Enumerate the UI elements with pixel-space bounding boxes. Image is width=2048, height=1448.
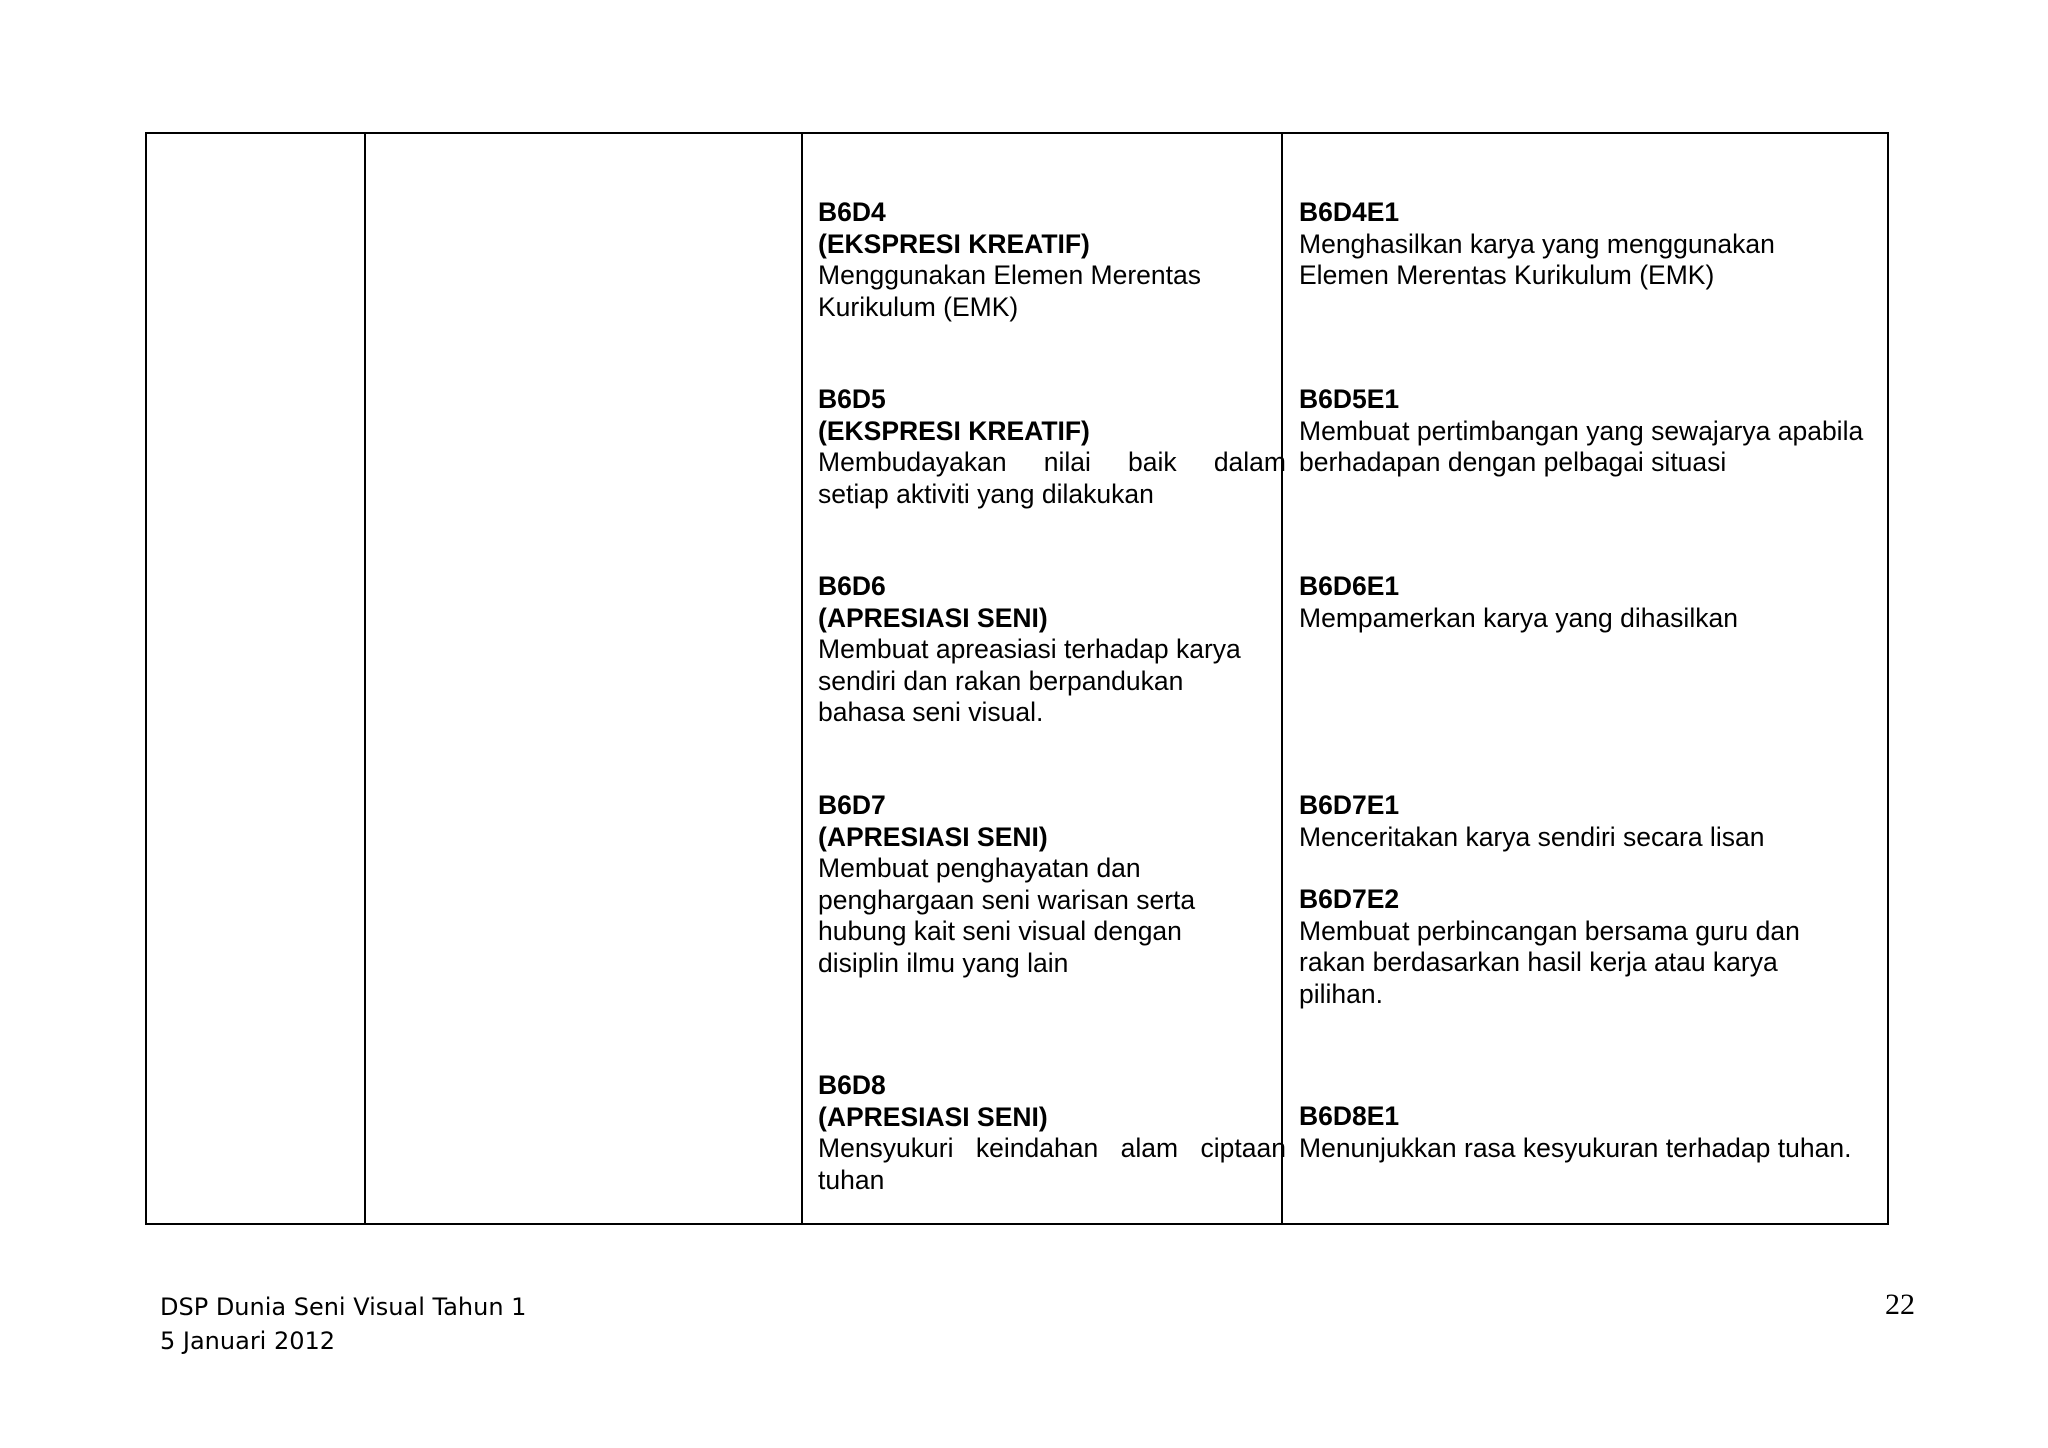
e-item-b6d7e2 (1299, 884, 1879, 1010)
d-item-line: Menggunakan Elemen Merentas (818, 260, 1202, 290)
d-item-b6d6 (818, 571, 1286, 729)
e-item-line: Mempamerkan karya yang dihasilkan (1299, 602, 1738, 633)
d-item-b6d7 (818, 790, 1286, 979)
d-item-line: hubung kait seni visual dengan (818, 916, 1182, 946)
d-item-code: B6D7 (818, 790, 886, 820)
d-item-code: B6D4 (818, 197, 886, 227)
e-item-line: pilihan. (1299, 978, 1383, 1009)
e-item-line: berhadapan dengan pelbagai situasi (1299, 447, 1727, 477)
d-item-line: Mensyukuri keindahan alam ciptaan (818, 1133, 1286, 1163)
e-item-code: B6D7E1 (1299, 790, 1400, 820)
d-item-category: (APRESIASI SENI) (818, 602, 1048, 633)
d-item-line: bahasa seni visual. (818, 697, 1044, 727)
d-item-line: penghargaan seni warisan serta (818, 884, 1196, 915)
footer-title: DSP Dunia Seni Visual Tahun 1 (160, 1293, 527, 1321)
e-item-line: rakan berdasarkan hasil kerja atau karya (1299, 947, 1778, 977)
e-item-code: B6D4E1 (1299, 197, 1400, 227)
e-item-code: B6D6E1 (1299, 571, 1400, 601)
e-item-b6d7e1 (1299, 790, 1879, 853)
e-item-line: Membuat perbincangan bersama guru dan (1299, 915, 1800, 946)
e-item-line: Menunjukkan rasa kesyukuran terhadap tuhan. (1299, 1132, 1852, 1163)
page-number: 22 (1885, 1288, 1915, 1321)
d-item-code: B6D8 (818, 1070, 886, 1100)
d-item-line: setiap aktiviti yang dilakukan (818, 478, 1154, 509)
d-item-line: Membudayakan nilai baik dalam (818, 447, 1286, 477)
d-item-category: (APRESIASI SENI) (818, 1101, 1048, 1132)
d-item-line: Membuat penghayatan dan (818, 853, 1141, 883)
e-item-code: B6D8E1 (1299, 1101, 1400, 1131)
d-item-b6d8 (818, 1070, 1286, 1196)
e-item-line: Menghasilkan karya yang menggunakan (1299, 228, 1775, 259)
e-item-b6d5e1 (1299, 384, 1879, 479)
e-item-code: B6D7E2 (1299, 884, 1400, 914)
d-item-line: Membuat apreasiasi terhadap karya (818, 634, 1241, 664)
footer-date: 5 Januari 2012 (160, 1327, 336, 1355)
standards-table (145, 132, 1889, 1225)
e-item-b6d8e1 (1299, 1101, 1879, 1164)
page-footer (160, 1290, 526, 1358)
e-item-line: Membuat pertimbangan yang sewajarya apabila (1299, 415, 1864, 446)
e-item-line: Elemen Merentas Kurikulum (EMK) (1299, 260, 1715, 290)
d-item-line: sendiri dan rakan berpandukan (818, 665, 1184, 696)
e-item-b6d6e1 (1299, 571, 1879, 634)
d-item-line: Kurikulum (EMK) (818, 291, 1019, 322)
e-item-b6d4e1 (1299, 197, 1879, 292)
d-item-line: tuhan (818, 1164, 885, 1195)
d-item-code: B6D5 (818, 384, 886, 414)
d-item-b6d4 (818, 197, 1286, 323)
d-item-b6d5 (818, 384, 1286, 510)
column-divider-2 (801, 134, 803, 1223)
d-item-line: disiplin ilmu yang lain (818, 947, 1069, 978)
d-item-code: B6D6 (818, 571, 886, 601)
d-item-category: (EKSPRESI KREATIF) (818, 228, 1090, 259)
d-item-category: (EKSPRESI KREATIF) (818, 415, 1090, 446)
column-divider-1 (364, 134, 366, 1223)
d-item-category: (APRESIASI SENI) (818, 821, 1048, 852)
e-item-line: Menceritakan karya sendiri secara lisan (1299, 821, 1765, 852)
e-item-code: B6D5E1 (1299, 384, 1400, 414)
